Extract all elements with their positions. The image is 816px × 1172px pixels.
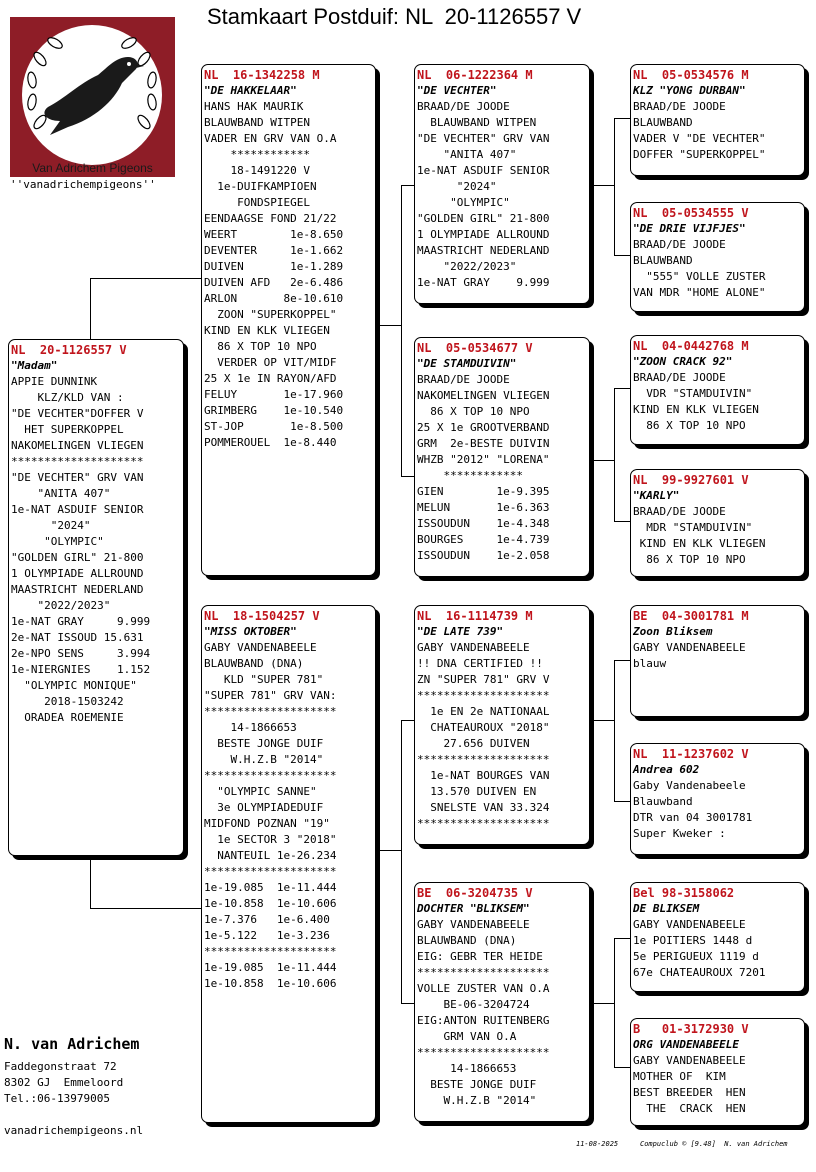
pigeon-info-line: ZN "SUPER 781" GRV V <box>417 673 550 686</box>
pigeon-info-line: "ANITA 407" <box>11 487 111 500</box>
pigeon-info-line: BE-06-3204724 <box>417 998 530 1011</box>
pigeon-info-line: KLD "SUPER 781" <box>204 673 324 686</box>
pigeon-info-line: 1e-NAT GRAY 9.999 <box>11 615 151 628</box>
pigeon-info-line: "2024" <box>417 180 497 193</box>
pigeon-info-line: GABY VANDENABEELE <box>633 1054 746 1067</box>
connector-line <box>614 938 615 1068</box>
ring-number: NL 06-1222364 M <box>417 68 533 82</box>
pigeon-info-line: 1e EN 2e NATIONAAL <box>417 705 550 718</box>
pigeon-info-line: "GOLDEN GIRL" 21-800 <box>11 551 144 564</box>
pigeon-card-paternal-grandmother <box>414 337 590 577</box>
pigeon-info-line: MOTHER OF KIM <box>633 1070 726 1083</box>
pigeon-card-paternal-grandfather <box>414 64 590 304</box>
pigeon-info-line: "DE VECHTER" GRV VAN <box>11 471 144 484</box>
pigeon-info-line: POMMEROUEL 1e-8.440 <box>204 436 337 449</box>
pigeon-name: "KARLY" <box>633 489 680 502</box>
pigeon-name: "DE VECHTER" <box>417 84 497 97</box>
pigeon-info-line: THE CRACK HEN <box>633 1102 746 1115</box>
pigeon-name: "MISS OKTOBER" <box>204 625 297 638</box>
ring-number: B 01-3172930 V <box>633 1022 749 1036</box>
pigeon-info-line: 1e-NAT GRAY 9.999 <box>417 276 550 289</box>
ring-number: BE 04-3001781 M <box>633 609 749 623</box>
pigeon-info-line: 67e CHATEAUROUX 7201 <box>633 966 766 979</box>
ring-number: Bel 98-3158062 <box>633 886 735 900</box>
pigeon-info-line: "555" VOLLE ZUSTER <box>633 270 766 283</box>
pigeon-info-line: NAKOMELINGEN VLIEGEN <box>417 389 550 402</box>
pigeon-info-line: SNELSTE VAN 33.324 <box>417 801 550 814</box>
connector-line <box>614 388 615 522</box>
pigeon-info-line: "OLYMPIC" <box>11 535 104 548</box>
pigeon-name: "ZOON CRACK 92" <box>633 355 733 368</box>
pigeon-info-line: GIEN 1e-9.395 <box>417 485 550 498</box>
pigeon-info-line: blauw <box>633 657 667 670</box>
pigeon-info-line: MIDFOND POZNAN "19" <box>204 817 330 830</box>
pigeon-info-line: MAASTRICHT NEDERLAND <box>417 244 550 257</box>
connector-line <box>90 278 204 279</box>
pigeon-info-line: MELUN 1e-6.363 <box>417 501 550 514</box>
pigeon-info-line: 1e-5.122 1e-3.236 <box>204 929 330 942</box>
ring-number: NL 99-9927601 V <box>633 473 749 487</box>
pigeon-info-line: ******************** <box>11 455 144 468</box>
pigeon-info-line: 18-1491220 V <box>204 164 310 177</box>
pigeon-info-line: HANS HAK MAURIK <box>204 100 304 113</box>
pigeon-card-ggp-2 <box>630 202 805 312</box>
pigeon-info-line: 86 X TOP 10 NPO <box>204 340 317 353</box>
pigeon-info-line: ******************** <box>417 966 550 979</box>
pigeon-info-line: ******************** <box>417 817 550 830</box>
pigeon-info-line: BLAUWBAND <box>633 254 693 267</box>
pigeon-info-line: 1e SECTOR 3 "2018" <box>204 833 337 846</box>
ring-number: NL 05-0534576 M <box>633 68 749 82</box>
owner-city: 8302 GJ Emmeloord <box>4 1076 124 1089</box>
pigeon-name: DE BLIKSEM <box>633 902 700 915</box>
pigeon-info-line: 86 X TOP 10 NPO <box>633 419 746 432</box>
pigeon-info-line: 1e-DUIFKAMPIOEN <box>204 180 317 193</box>
pigeon-info-line: MAASTRICHT NEDERLAND <box>11 583 144 596</box>
pigeon-info-line: ORADEA ROEMENIE <box>11 711 124 724</box>
connector-line <box>401 720 402 1004</box>
pigeon-info-line: 86 X TOP 10 NPO <box>633 553 746 566</box>
pigeon-name: "Madam" <box>11 359 58 372</box>
connector-line <box>380 850 402 851</box>
pigeon-card-mother <box>201 605 376 1123</box>
pigeon-name: Zoon Bliksem <box>633 625 713 638</box>
pigeon-info-line: BEST BREEDER HEN <box>633 1086 746 1099</box>
owner-website[interactable]: vanadrichempigeons.nl <box>4 1124 144 1137</box>
pigeon-info-line: NANTEUIL 1e-26.234 <box>204 849 337 862</box>
pigeon-info-line: HET SUPERKOPPEL <box>11 423 124 436</box>
pigeon-info-line: ************ <box>417 469 523 482</box>
pigeon-info-line: 25 X 1e IN RAYON/AFD <box>204 372 337 385</box>
pigeon-info-line: "OLYMPIC SANNE" <box>204 785 317 798</box>
connector-line <box>401 185 402 477</box>
pigeon-info-line: GRM VAN O.A <box>417 1030 517 1043</box>
pigeon-card-subject <box>8 339 184 856</box>
pigeon-info-line: APPIE DUNNINK <box>11 375 98 388</box>
page-title: Stamkaart Postduif: NL 20-1126557 V <box>207 4 582 29</box>
pigeon-name: "DE DRIE VIJFJES" <box>633 222 746 235</box>
pigeon-name: "DE STAMDUIVIN" <box>417 357 517 370</box>
pigeon-info-line: BRAAD/DE JOODE <box>633 505 726 518</box>
pigeon-info-line: CHATEAUROUX "2018" <box>417 721 550 734</box>
pigeon-info-line: 14-1866653 <box>417 1062 517 1075</box>
pigeon-info-line: 1e-10.858 1e-10.606 <box>204 977 337 990</box>
ring-number: NL 05-0534677 V <box>417 341 533 355</box>
ring-number: NL 16-1342258 M <box>204 68 320 82</box>
ring-number: NL 04-0442768 M <box>633 339 749 353</box>
pigeon-info-line: 1 OLYMPIADE ALLROUND <box>11 567 144 580</box>
pigeon-info-line: "2022/2023" <box>11 599 111 612</box>
pigeon-info-line: GRIMBERG 1e-10.540 <box>204 404 344 417</box>
pigeon-info-line: 2e-NAT ISSOUD 15.631 <box>11 631 144 644</box>
connector-line <box>594 185 615 186</box>
pigeon-info-line: Blauwband <box>633 795 693 808</box>
pigeon-card-ggp-3 <box>630 335 805 445</box>
pigeon-info-line: ******************** <box>417 689 550 702</box>
pigeon-info-line: GABY VANDENABEELE <box>204 641 317 654</box>
ring-number: NL 05-0534555 V <box>633 206 749 220</box>
footer-software: Compuclub © [9.48] N. van Adrichem <box>640 1140 788 1148</box>
pigeon-info-line: NAKOMELINGEN VLIEGEN <box>11 439 144 452</box>
pigeon-card-ggp-7 <box>630 882 805 992</box>
connector-line <box>90 908 204 909</box>
pigeon-info-line: BRAAD/DE JOODE <box>633 238 726 251</box>
pigeon-info-line: KLZ/KLD VAN : <box>11 391 124 404</box>
pigeon-info-line: "2022/2023" <box>417 260 517 273</box>
pigeon-info-line: WHZB "2012" "LORENA" <box>417 453 550 466</box>
pigeon-info-line: VADER V "DE VECHTER" <box>633 132 766 145</box>
pigeon-info-line: DOFFER "SUPERKOPPEL" <box>633 148 766 161</box>
pigeon-card-maternal-grandfather <box>414 605 590 845</box>
pigeon-name: DOCHTER "BLIKSEM" <box>417 902 530 915</box>
ring-number: NL 20-1126557 V <box>11 343 127 357</box>
ring-number: NL 16-1114739 M <box>417 609 533 623</box>
pigeon-info-line: BLAUWBAND (DNA) <box>204 657 304 670</box>
pigeon-info-line: 1e-NAT ASDUIF SENIOR <box>11 503 144 516</box>
pigeon-info-line: BRAAD/DE JOODE <box>633 371 726 384</box>
pigeon-info-line: ******************** <box>204 865 337 878</box>
pigeon-info-line: KIND EN KLK VLIEGEN <box>633 403 759 416</box>
pigeon-info-line: BLAUWBAND WITPEN <box>417 116 537 129</box>
pigeon-info-line: Gaby Vandenabeele <box>633 779 746 792</box>
pigeon-info-line: 1e-19.085 1e-11.444 <box>204 881 337 894</box>
logo <box>10 17 175 177</box>
ring-number: BE 06-3204735 V <box>417 886 533 900</box>
pigeon-info-line: 25 X 1e GROOTVERBAND <box>417 421 550 434</box>
pigeon-info-line: GRM 2e-BESTE DUIVIN <box>417 437 550 450</box>
pigeon-info-line: !! DNA CERTIFIED !! <box>417 657 543 670</box>
pigeon-info-line: ARLON 8e-10.610 <box>204 292 344 305</box>
pigeon-info-line: GABY VANDENABEELE <box>633 918 746 931</box>
pigeon-info-line: BESTE JONGE DUIF <box>417 1078 537 1091</box>
logo-text: Van Adrichem Pigeons <box>32 161 153 175</box>
pigeon-card-ggp-1 <box>630 64 805 176</box>
pigeon-info-line: EENDAAGSE FOND 21/22 <box>204 212 337 225</box>
connector-line <box>614 660 615 802</box>
pigeon-info-line: ******************** <box>417 1046 550 1059</box>
pigeon-info-line: WEERT 1e-8.650 <box>204 228 344 241</box>
pigeon-info-line: ISSOUDUN 1e-4.348 <box>417 517 550 530</box>
pigeon-card-maternal-grandmother <box>414 882 590 1122</box>
connector-line <box>90 278 91 340</box>
pigeon-info-line: GABY VANDENABEELE <box>417 918 530 931</box>
pigeon-info-line: VADER EN GRV VAN O.A <box>204 132 337 145</box>
pigeon-info-line: W.H.Z.B "2014" <box>204 753 324 766</box>
pigeon-info-line: 1e POITIERS 1448 d <box>633 934 753 947</box>
pigeon-card-father <box>201 64 376 576</box>
pigeon-card-ggp-8 <box>630 1018 805 1126</box>
connector-line <box>594 460 615 461</box>
pigeon-info-line: GABY VANDENABEELE <box>633 641 746 654</box>
pigeon-info-line: 2018-1503242 <box>11 695 124 708</box>
connector-line <box>90 856 91 908</box>
pigeon-info-line: VERDER OP VIT/MIDF <box>204 356 337 369</box>
pigeon-info-line: 1e-NAT BOURGES VAN <box>417 769 550 782</box>
pigeon-info-line: W.H.Z.B "2014" <box>417 1094 537 1107</box>
pigeon-info-line: DUIVEN 1e-1.289 <box>204 260 344 273</box>
pigeon-card-ggp-6 <box>630 743 805 855</box>
pigeon-info-line: "DE VECHTER"DOFFER V <box>11 407 144 420</box>
pigeon-info-line: VAN MDR "HOME ALONE" <box>633 286 766 299</box>
pigeon-info-line: BESTE JONGE DUIF <box>204 737 324 750</box>
pigeon-info-line: KIND EN KLK VLIEGEN <box>204 324 330 337</box>
pigeon-info-line: 1e-NAT ASDUIF SENIOR <box>417 164 550 177</box>
pigeon-info-line: BLAUWBAND WITPEN <box>204 116 310 129</box>
connector-line <box>594 1003 615 1004</box>
ring-number: NL 11-1237602 V <box>633 747 749 761</box>
pigeon-info-line: "GOLDEN GIRL" 21-800 <box>417 212 550 225</box>
pigeon-info-line: "OLYMPIC MONIQUE" <box>11 679 137 692</box>
pigeon-info-line: BLAUWBAND <box>633 116 693 129</box>
pigeon-info-line: 2e-NPO SENS 3.994 <box>11 647 151 660</box>
pigeon-info-line: BRAAD/DE JOODE <box>417 100 510 113</box>
pigeon-info-line: 14-1866653 <box>204 721 297 734</box>
owner-phone: Tel.:06-13979005 <box>4 1092 110 1105</box>
pigeon-info-line: 1e-19.085 1e-11.444 <box>204 961 337 974</box>
pigeon-info-line: 1 OLYMPIADE ALLROUND <box>417 228 550 241</box>
pigeon-info-line: "2024" <box>11 519 91 532</box>
pigeon-info-line: FONDSPIEGEL <box>204 196 310 209</box>
pigeon-info-line: BRAAD/DE JOODE <box>633 100 726 113</box>
pigeon-info-line: ZOON "SUPERKOPPEL" <box>204 308 337 321</box>
pigeon-name: "DE LATE 739" <box>417 625 504 638</box>
ring-number: NL 18-1504257 V <box>204 609 320 623</box>
pigeon-info-line: ISSOUDUN 1e-2.058 <box>417 549 550 562</box>
owner-name: N. van Adrichem <box>4 1035 140 1053</box>
connector-line <box>594 720 615 721</box>
pigeon-info-line: "SUPER 781" GRV VAN: <box>204 689 337 702</box>
logo-caption: ''vanadrichempigeons'' <box>10 178 156 191</box>
pigeon-name: KLZ "YONG DURBAN" <box>633 84 746 97</box>
pigeon-card-ggp-5 <box>630 605 805 717</box>
pigeon-info-line: 1e-7.376 1e-6.400 <box>204 913 330 926</box>
pigeon-info-line: VDR "STAMDUIVIN" <box>633 387 753 400</box>
pigeon-info-line: DTR van 04 3001781 <box>633 811 753 824</box>
pigeon-info-line: 3e OLYMPIADEDUIF <box>204 801 324 814</box>
pigeon-info-line: 5e PERIGUEUX 1119 d <box>633 950 759 963</box>
pigeon-name: ORG VANDENABEELE <box>633 1038 739 1051</box>
pigeon-info-line: "OLYMPIC" <box>417 196 510 209</box>
pigeon-card-ggp-4 <box>630 469 805 577</box>
pigeon-info-line: ******************** <box>204 705 337 718</box>
pigeon-info-line: 13.570 DUIVEN EN <box>417 785 537 798</box>
pigeon-info-line: FELUY 1e-17.960 <box>204 388 344 401</box>
pigeon-info-line: DEVENTER 1e-1.662 <box>204 244 344 257</box>
pigeon-info-line: 86 X TOP 10 NPO <box>417 405 530 418</box>
pigeon-info-line: VOLLE ZUSTER VAN O.A <box>417 982 550 995</box>
pigeon-info-line: BOURGES 1e-4.739 <box>417 533 550 546</box>
pigeon-info-line: 1e-NIERGNIES 1.152 <box>11 663 151 676</box>
pigeon-name: "DE HAKKELAAR" <box>204 84 297 97</box>
connector-line <box>614 118 615 256</box>
pigeon-info-line: BLAUWBAND (DNA) <box>417 934 517 947</box>
owner-address: Faddegonstraat 72 <box>4 1060 117 1073</box>
pigeon-info-line: DUIVEN AFD 2e-6.486 <box>204 276 344 289</box>
pigeon-info-line: BRAAD/DE JOODE <box>417 373 510 386</box>
pigeon-info-line: ******************** <box>204 769 337 782</box>
pigeon-info-line: KIND EN KLK VLIEGEN <box>633 537 766 550</box>
pigeon-info-line: 27.656 DUIVEN <box>417 737 530 750</box>
pigeon-info-line: 1e-10.858 1e-10.606 <box>204 897 337 910</box>
pigeon-info-line: Super Kweker : <box>633 827 726 840</box>
pigeon-info-line: GABY VANDENABEELE <box>417 641 530 654</box>
pigeon-info-line: "ANITA 407" <box>417 148 517 161</box>
pigeon-info-line: ******************** <box>417 753 550 766</box>
pigeon-info-line: MDR "STAMDUIVIN" <box>633 521 753 534</box>
connector-line <box>380 325 402 326</box>
pigeon-info-line: ******************** <box>204 945 337 958</box>
pigeon-logo-icon <box>10 17 175 177</box>
pigeon-info-line: EIG: GEBR TER HEIDE <box>417 950 543 963</box>
footer-date: 11-08-2025 <box>576 1140 619 1148</box>
pigeon-name: Andrea 602 <box>633 763 700 776</box>
pigeon-info-line: ************ <box>204 148 310 161</box>
pigeon-info-line: ST-JOP 1e-8.500 <box>204 420 344 433</box>
pigeon-info-line: EIG:ANTON RUITENBERG <box>417 1014 550 1027</box>
pigeon-info-line: "DE VECHTER" GRV VAN <box>417 132 550 145</box>
